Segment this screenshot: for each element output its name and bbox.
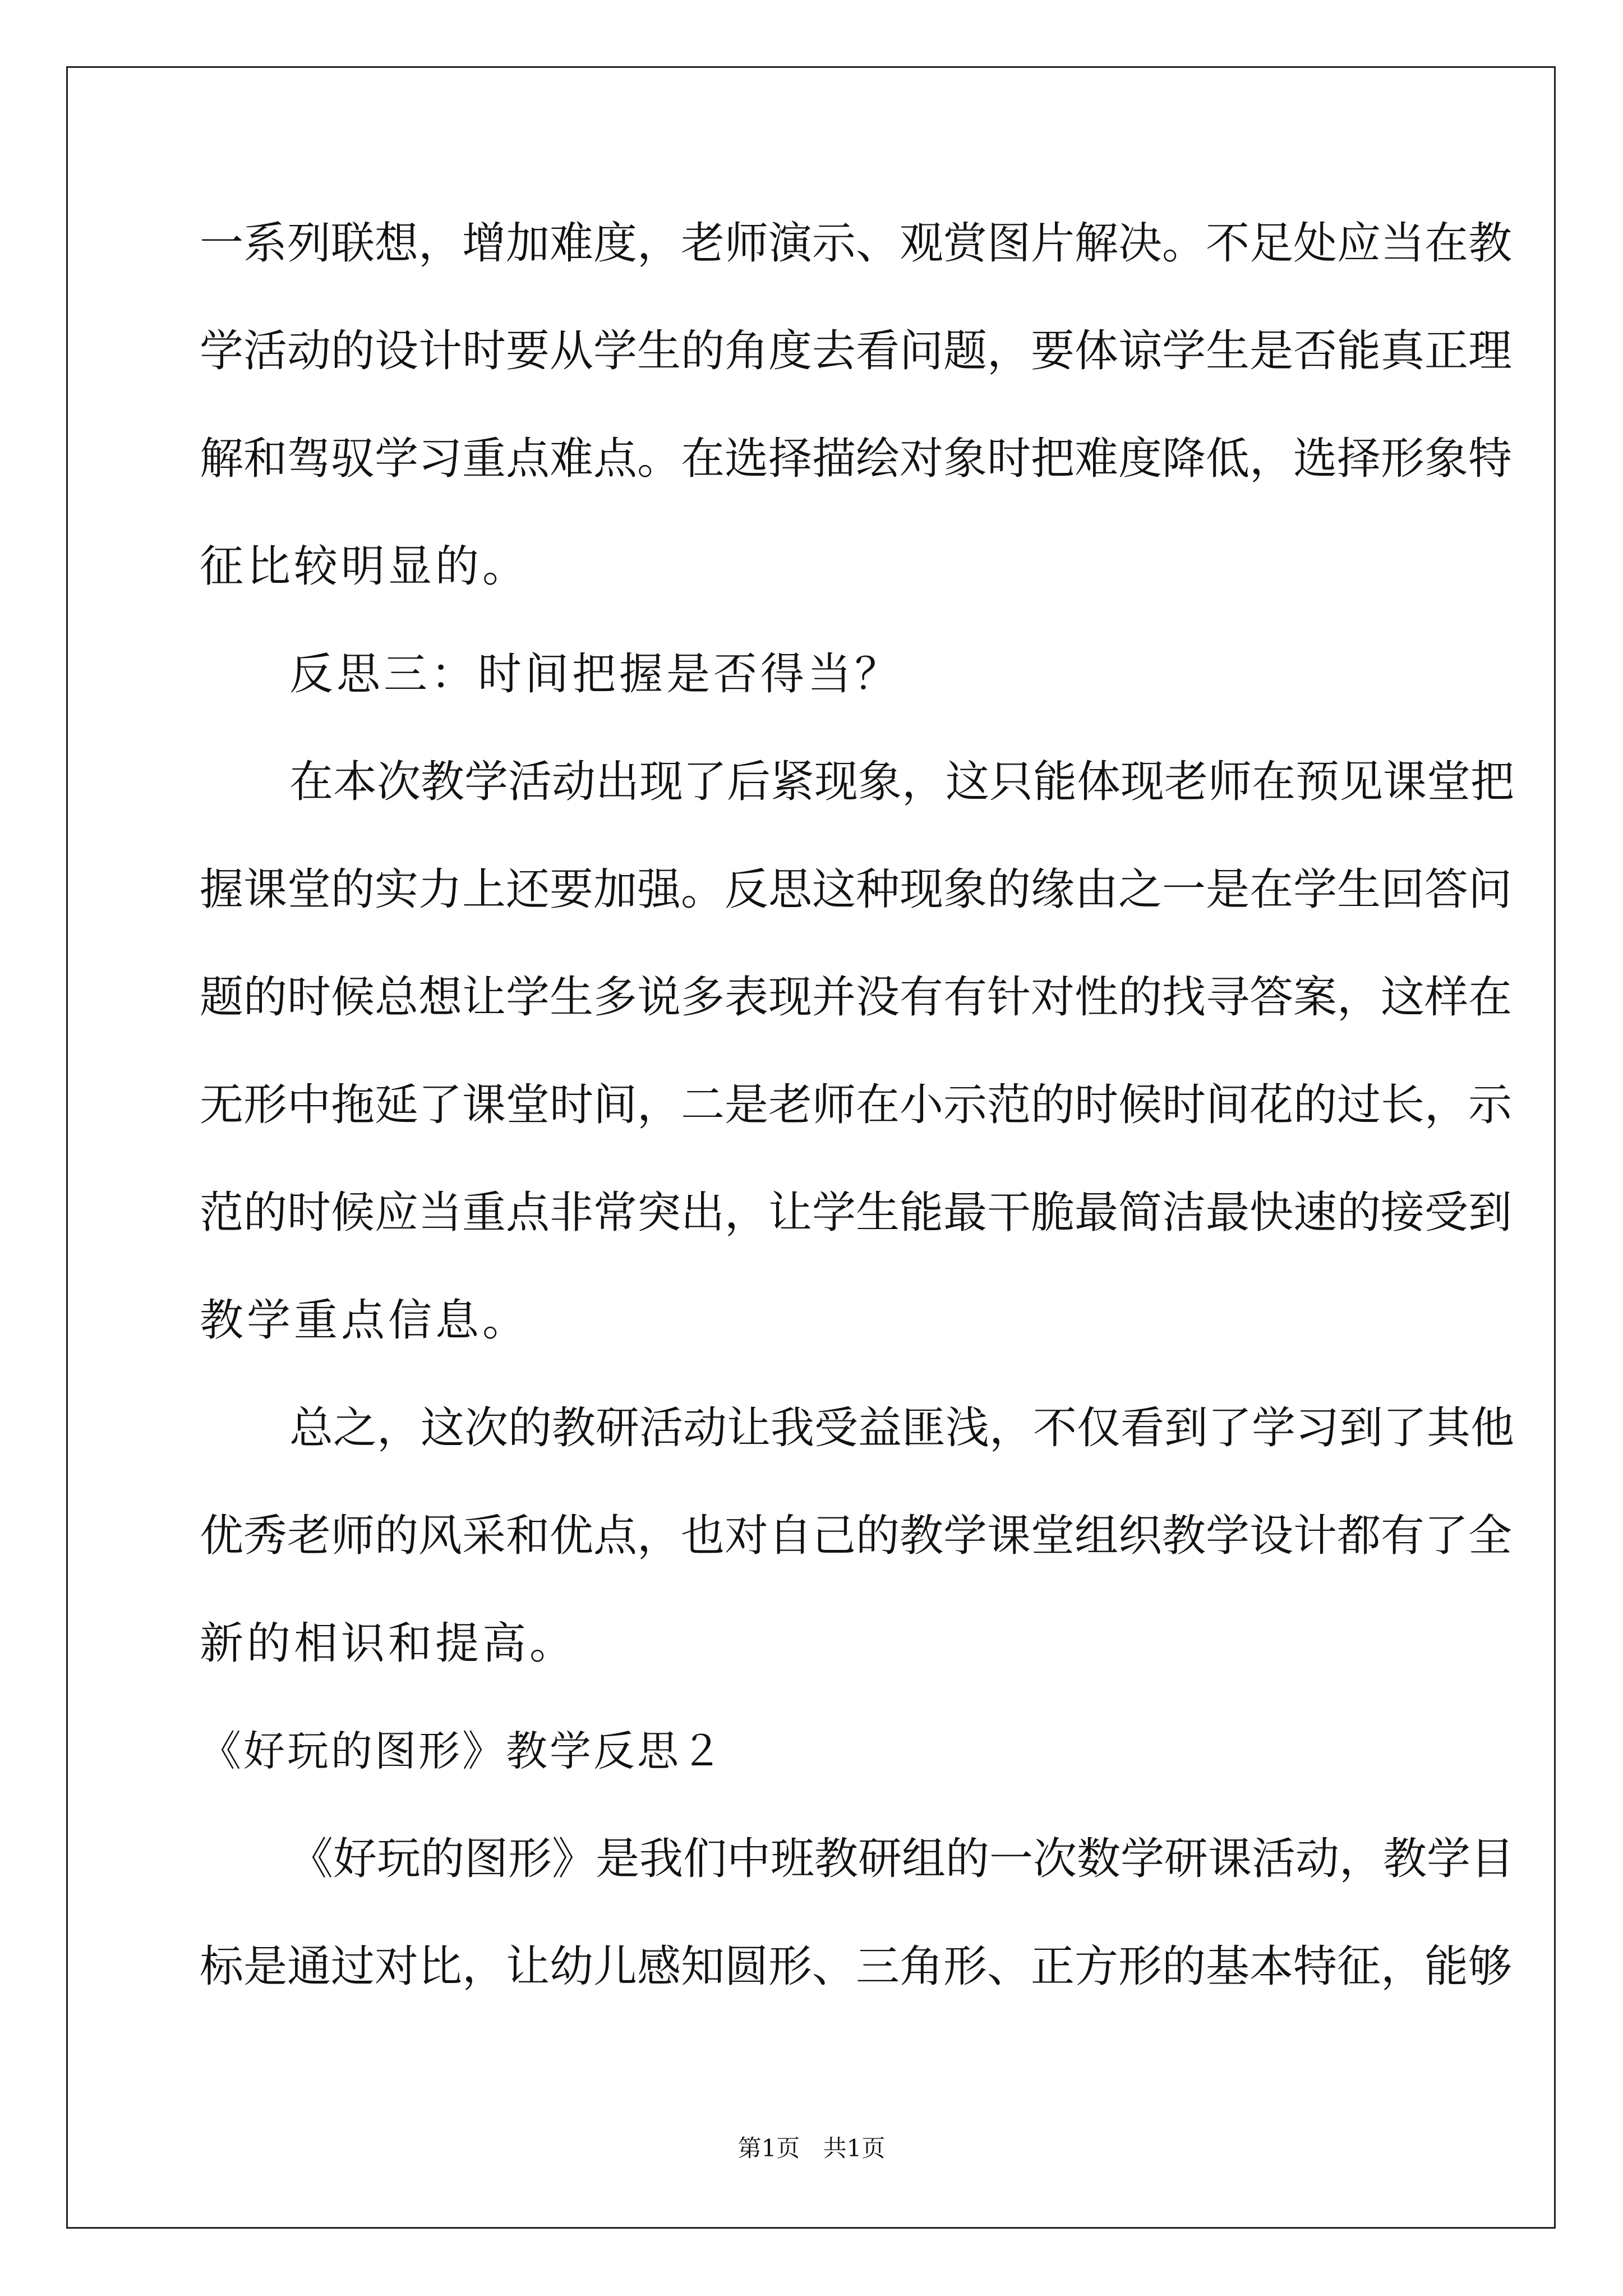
text-line-12: 总之，这次的教研活动让我受益匪浅，不仅看到了学习到了其他	[289, 1403, 1515, 1453]
text-line-8: 题的时候总想让学生多说多表现并没有有针对性的找寻答案，这样在	[200, 972, 1513, 1023]
text-line-6: 在本次教学活动出现了后紧现象，这只能体现老师在预见课堂把	[289, 757, 1515, 807]
text-line-7: 握课堂的实力上还要加强。反思这种现象的缘由之一是在学生回答问	[200, 864, 1513, 915]
text-line-4: 征比较明显的。	[200, 541, 530, 592]
document-body	[200, 217, 1515, 2047]
page-number: 第1页	[737, 2134, 800, 2162]
text-line-17: 标是通过对比，让幼儿感知圆形、三角形、正方形的基本特征，能够	[200, 1941, 1513, 1992]
text-line-13: 优秀老师的风采和优点，也对自己的教学课堂组织教学设计都有了全	[200, 1511, 1513, 1561]
text-line-9: 无形中拖延了课堂时间，二是老师在小示范的时候时间花的过长，示	[200, 1080, 1513, 1130]
section-title: 《好玩的图形》教学反思２	[200, 1727, 725, 1775]
page-total: 共1页	[823, 2134, 886, 2162]
section-heading-reflection-3: 反思三：时间把握是否得当？	[289, 649, 902, 700]
text-line-10: 范的时候应当重点非常突出，让学生能最干脆最简洁最快速的接受到	[200, 1188, 1513, 1238]
text-line-1: 一系列联想，增加难度，老师演示、观赏图片解决。不足处应当在教	[200, 218, 1513, 269]
text-line-3: 解和驾驭学习重点难点。在选择描绘对象时把难度降低，选择形象特	[200, 434, 1513, 484]
text-line-14: 新的相识和提高。	[200, 1618, 577, 1669]
text-line-16: 《好玩的图形》是我们中班教研组的一次数学研课活动，教学目	[289, 1834, 1515, 1884]
text-line-2: 学活动的设计时要从学生的角度去看问题，要体谅学生是否能真正理	[200, 326, 1513, 376]
page-footer	[0, 2133, 1623, 2164]
text-line-11: 教学重点信息。	[200, 1295, 530, 1346]
